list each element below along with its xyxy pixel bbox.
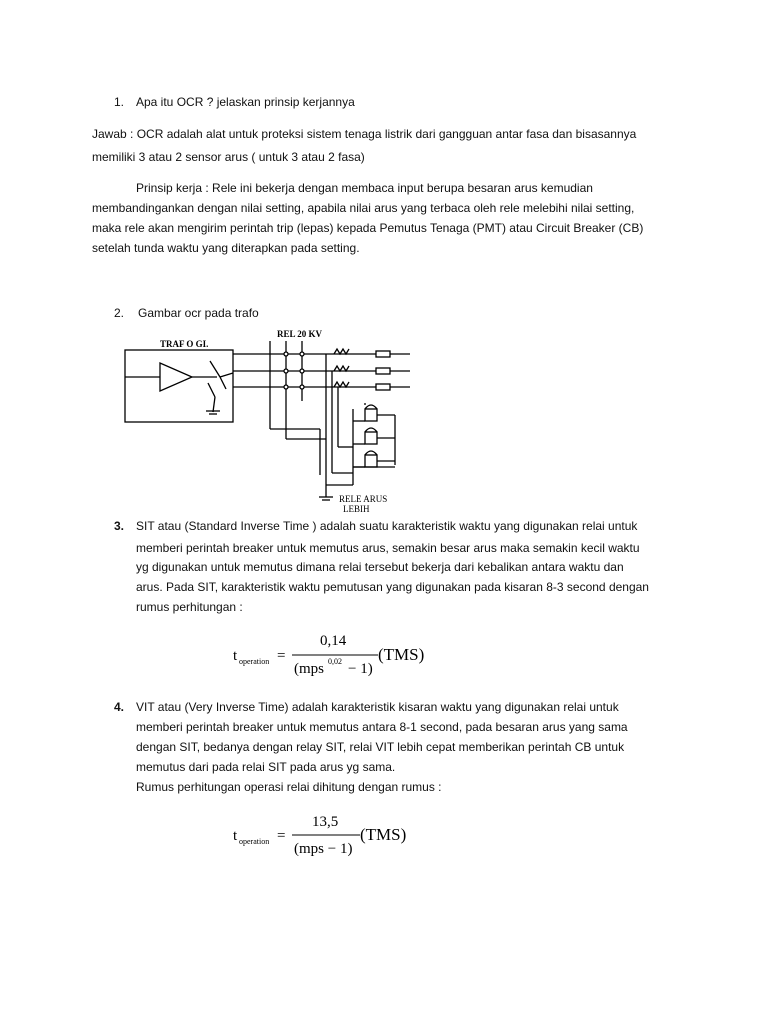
vit-formula-eq: = [277,828,286,844]
vit-formula-denominator: (mps − 1) [294,841,353,857]
vit-formula-numerator: 13,5 [312,814,339,830]
bus-label: REL 20 KV [277,329,323,339]
q4-line-4: memutus dari pada relai SIT pada arus yg sama. [136,760,396,774]
q1-question: Apa itu OCR ? jelaskan prinsip kerjannya [136,95,355,109]
vit-formula-sub: operation [239,837,270,846]
sit-formula-sub: operation [239,657,270,666]
q3-line-4: arus. Pada SIT, karakteristik waktu pemutusan yang digunakan pada kisaran 8-3 second dengan [136,580,649,594]
sit-formula-exponent: 0,02 [328,657,342,666]
q3-line-3: yg digunakan untuk memutus dimana relai tersebut bekerja dari kebalikan antara waktu dan [136,560,624,574]
q1-answer-line-2: memiliki 3 atau 2 sensor arus ( untuk 3 atau 2 fasa) [92,150,365,164]
q4-line-2: memberi perintah breaker untuk memutus antara 8-1 second, pada besaran arus yang sama [136,720,628,734]
ocr-trafo-diagram [120,325,420,515]
q3-number: 3. [114,519,125,533]
sit-formula-eq: = [277,648,286,664]
sit-formula-den-open: (mps [294,661,324,677]
q4-line-5: Rumus perhitungan operasi relai dihitung dengan rumus : [136,780,442,794]
q3-line-2: memberi perintah breaker untuk memutus arus, semakin besar arus maka semakin kecil waktu [136,541,640,555]
q1-principle-line-1: Prinsip kerja : Rele ini bekerja dengan membaca input berupa besaran arus kemudian [136,181,593,195]
q1-principle-line-3: maka rele akan mengirim perintah trip (lepas) kepada Pemutus Tenaga (PMT) atau Circuit Breaker (CB) [92,221,644,235]
transformer-triangle-icon [160,363,192,391]
q1-number: 1. [114,95,125,109]
sit-formula [228,628,438,680]
q2-title: Gambar ocr pada trafo [138,306,259,320]
vit-formula-lhs: t [233,828,238,844]
q1-answer-line-1: Jawab : OCR adalah alat untuk proteksi sistem tenaga listrik dari gangguan antar fasa dan bisasannya [92,127,637,141]
sit-formula-lhs: t [233,648,238,664]
q4-number: 4. [114,700,125,714]
q4-line-1: VIT atau (Very Inverse Time) adalah karakteristik kisaran waktu yang digunakan relai untuk [136,700,619,714]
q2-number: 2. [114,306,125,320]
sit-formula-numerator: 0,14 [320,633,347,649]
sit-formula-den-close: − 1) [348,661,373,677]
q4-line-3: dengan SIT, bedanya dengan relay SIT, relai VIT lebih cepat memberikan perintah CB untuk [136,740,625,754]
vit-formula [228,810,428,862]
q1-principle-line-4: setelah tunda waktu yang diterapkan pada setting. [92,241,360,255]
q1-principle-line-2: membandingankan dengan nilai setting, apabila nilai arus yang terbaca oleh rele melebihi nilai setting, [92,201,635,215]
relay-label-line-1: RELE ARUS [339,494,388,504]
trafo-label: TRAF O GI. [160,339,209,349]
relay-label-line-2: LEBIH [343,504,370,514]
q3-line-5: rumus perhitungan : [136,600,243,614]
vit-formula-factor: (TMS) [360,825,407,844]
q3-line-1: SIT atau (Standard Inverse Time ) adalah suatu karakteristik waktu yang digunakan relai untuk [136,519,638,533]
sit-formula-factor: (TMS) [378,645,425,664]
